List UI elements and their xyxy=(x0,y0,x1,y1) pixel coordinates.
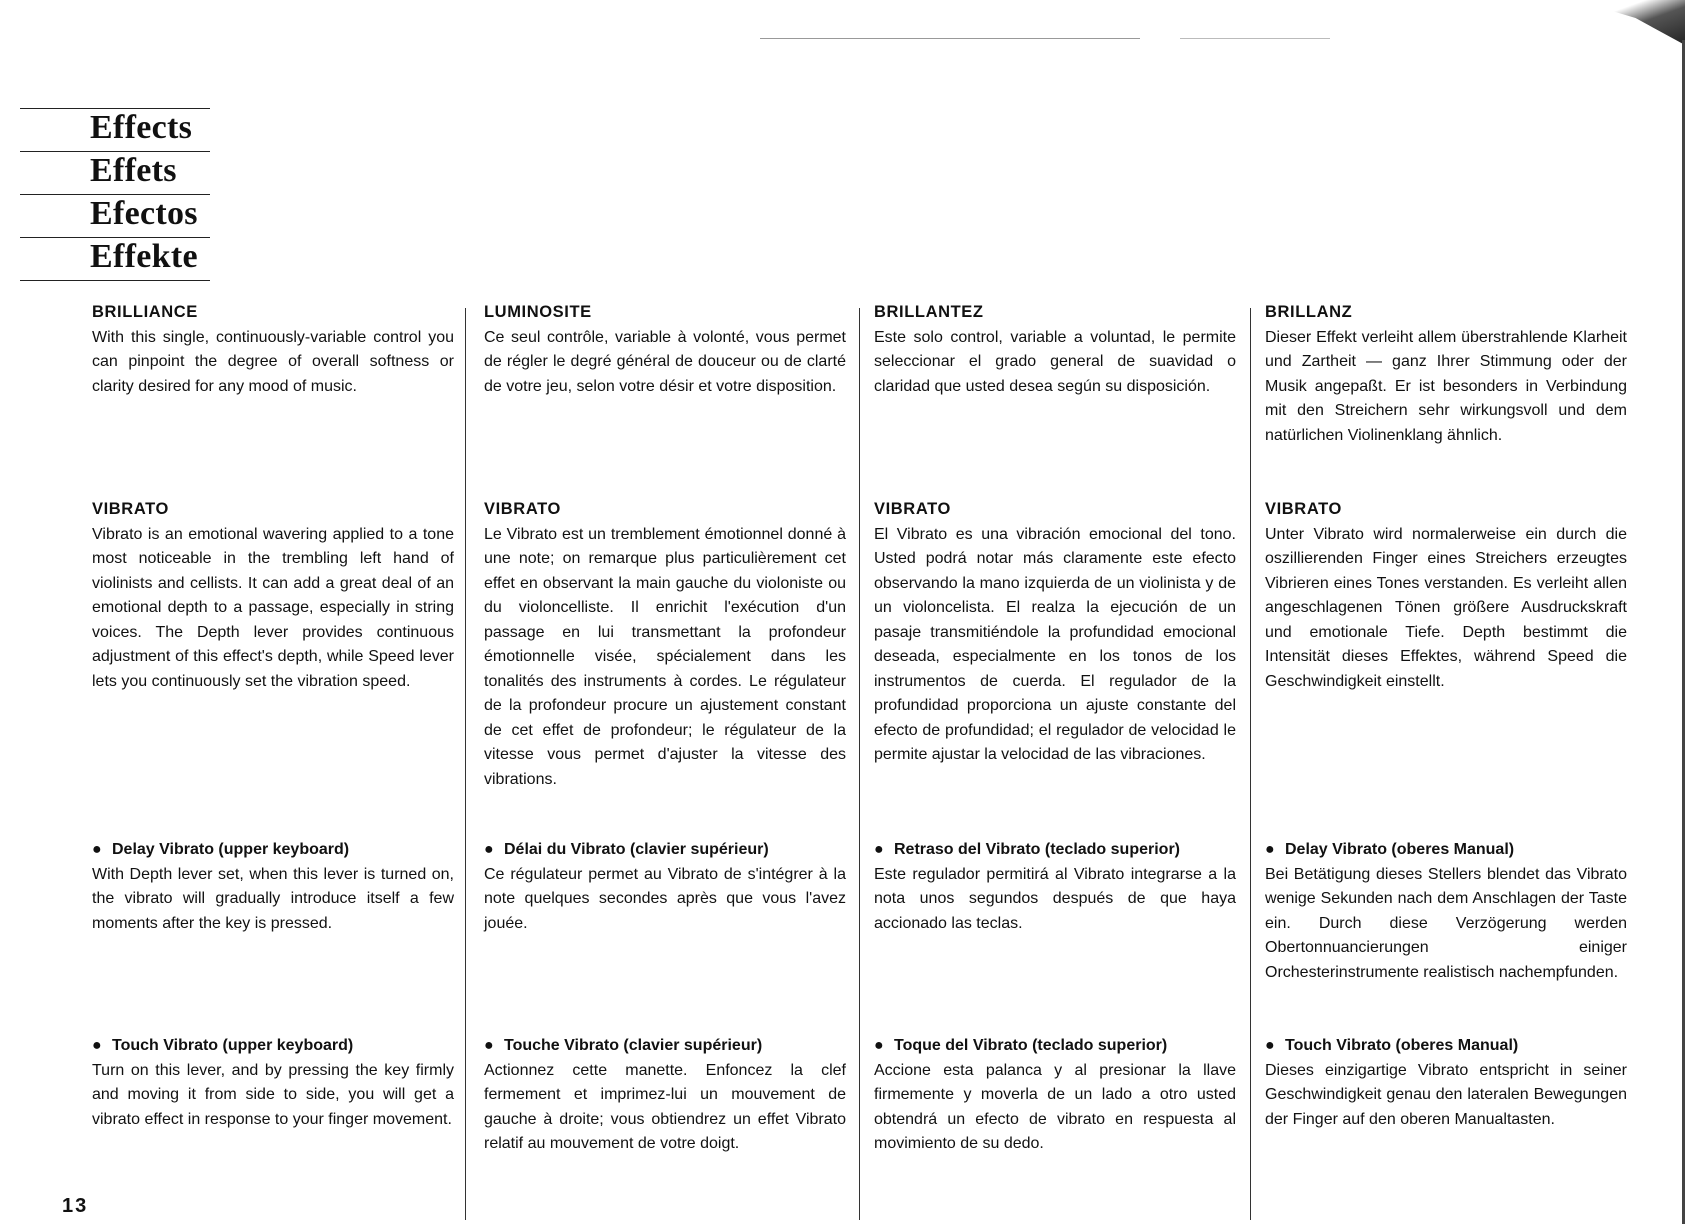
bullet-icon: ● xyxy=(92,1037,102,1054)
section-delay-vibrato xyxy=(92,838,454,936)
section-text: With Depth lever set, when this lever is turned on, the vibrato will gradually introduce itself a few moments after the key is pressed. xyxy=(92,865,454,932)
subsection-heading xyxy=(92,838,454,863)
title-row xyxy=(20,194,210,237)
section-vibrato xyxy=(1265,497,1627,694)
section-text: Actionnez cette manette. Enfoncez la clef fermement et imprimez-lui un mouvement de gauche à droite; vous obtiendrez un effet Vibrato relatif au mouvement de votre doigt. xyxy=(484,1061,846,1152)
column-divider xyxy=(859,308,860,1220)
subsection-heading-text: Touche Vibrato (clavier supérieur) xyxy=(504,1037,763,1054)
section-heading: VIBRATO xyxy=(484,500,561,518)
subsection-heading-text: Délai du Vibrato (clavier supérieur) xyxy=(504,841,769,858)
section-touch-vibrato xyxy=(92,1034,454,1132)
subsection-heading-text: Touch Vibrato (upper keyboard) xyxy=(112,1037,354,1054)
subsection-heading-text: Delay Vibrato (oberes Manual) xyxy=(1285,841,1515,858)
bullet-icon: ● xyxy=(874,841,884,858)
subsection-heading-text: Delay Vibrato (upper keyboard) xyxy=(112,841,350,858)
title-english: Effects xyxy=(90,109,193,146)
section-vibrato xyxy=(874,497,1236,768)
section-vibrato xyxy=(484,497,846,792)
subsection-heading xyxy=(484,838,846,863)
column-divider xyxy=(1250,308,1251,1220)
title-block xyxy=(20,108,210,281)
section-heading: VIBRATO xyxy=(874,500,951,518)
section-touch-vibrato xyxy=(1265,1034,1627,1132)
section-touch-vibrato xyxy=(874,1034,1236,1157)
title-german: Effekte xyxy=(90,238,198,275)
bullet-icon: ● xyxy=(874,1037,884,1054)
bullet-icon: ● xyxy=(1265,1037,1275,1054)
subsection-heading xyxy=(874,838,1236,863)
subsection-heading-text: Retraso del Vibrato (teclado superior) xyxy=(894,841,1180,858)
page-number: 13 xyxy=(62,1195,89,1217)
bullet-icon: ● xyxy=(484,841,494,858)
scan-corner-mark xyxy=(1575,0,1685,45)
section-heading: VIBRATO xyxy=(92,500,169,518)
section-heading: BRILLIANCE xyxy=(92,303,198,321)
title-row xyxy=(20,237,210,281)
subsection-heading xyxy=(1265,838,1627,863)
section-text: Dieses einzigartige Vibrato entspricht in seiner Geschwindigkeit genau den lateralen Bewegungen der Finger auf den oberen Manualtasten. xyxy=(1265,1061,1627,1128)
section-text: Este regulador permitirá al Vibrato integrarse a la nota unos segundos después de que haya accionado las teclas. xyxy=(874,865,1236,932)
section-heading: LUMINOSITE xyxy=(484,303,592,321)
column-divider xyxy=(465,308,466,1220)
bullet-icon: ● xyxy=(92,841,102,858)
section-text: Accione esta palanca y al presionar la llave firmemente y moverla de un lado a otro usted obtendrá un efecto de vibrato en respuesta al movimiento de su dedo. xyxy=(874,1061,1236,1152)
section-text: Ce régulateur permet au Vibrato de s'intégrer à la note quelques secondes après que vous l'avez jouée. xyxy=(484,865,846,932)
section-heading: BRILLANTEZ xyxy=(874,303,984,321)
section-text: Le Vibrato est un tremblement émotionnel donné à une note; on remarque plus particulièrement cet effet en observant la main gauche du violoniste ou du violoncelliste. Il enrichit l'exécution d'un passage en lui transmettant la profondeur émotionnelle visée, spécialement dans les tonalités des instruments à cordes. Le régulateur de la profondeur procure un ajustement constant de cet effet de profondeur; le régulateur de la vitesse vous permet d'ajuster la vitesse des vibrations. xyxy=(484,525,846,788)
title-spanish: Efectos xyxy=(90,195,198,232)
subsection-heading xyxy=(1265,1034,1627,1059)
section-vibrato xyxy=(92,497,454,694)
section-brilliance xyxy=(874,300,1236,399)
section-text: Vibrato is an emotional wavering applied to a tone most noticeable in the trembling left hand of violinists and cellists. It can add a great deal of an emotional depth to a passage, especially in string voices. The Depth lever provides continuous adjustment of this effect's depth, while Speed lever lets you continuously set the vibration speed. xyxy=(92,525,454,690)
scan-line-top-right xyxy=(1180,38,1330,39)
subsection-heading xyxy=(484,1034,846,1059)
title-french: Effets xyxy=(90,152,177,189)
bullet-icon: ● xyxy=(1265,841,1275,858)
title-row xyxy=(20,108,210,151)
section-delay-vibrato xyxy=(484,838,846,936)
section-text: Ce seul contrôle, variable à volonté, vous permet de régler le degré général de douceur ou de clarté de votre jeu, selon votre désir et votre disposition. xyxy=(484,328,846,395)
subsection-heading-text: Touch Vibrato (oberes Manual) xyxy=(1285,1037,1519,1054)
section-text: Este solo control, variable a voluntad, le permite seleccionar el grado general de suavidad o claridad que usted desea según su disposición. xyxy=(874,328,1236,395)
section-text: El Vibrato es una vibración emocional del tono. Usted podrá notar más claramente este efecto observando la mano izquierda de un violinista y de un violoncelista. El realza la ejecución de un pasaje transmitiéndole la profundidad emocional deseada, especialmente en los tonos de los instrumentos de cuerda. El regulador de la profundidad proporciona un ajuste constante del efecto de profundidad; el regulador de velocidad le permite ajustar la velocidad de las vibraciones. xyxy=(874,525,1236,763)
section-brilliance xyxy=(1265,300,1627,448)
section-text: With this single, continuously-variable control you can pinpoint the degree of overall softness or clarity desired for any mood of music. xyxy=(92,328,454,395)
section-delay-vibrato xyxy=(1265,838,1627,985)
section-brilliance xyxy=(92,300,454,399)
section-touch-vibrato xyxy=(484,1034,846,1157)
section-text: Unter Vibrato wird normalerweise ein durch die oszillierenden Finger eines Streichers erzeugtes Vibrieren eines Tones verstanden. Es verleiht allen angeschlagenen Tönen größere Ausdruckskraft und emotionale Tiefe. Depth bestimmt die Intensität dieses Effektes, während Speed die Geschwindigkeit einstellt. xyxy=(1265,525,1627,690)
section-heading: VIBRATO xyxy=(1265,500,1342,518)
section-text: Turn on this lever, and by pressing the key firmly and moving it from side to side, you will get a vibrato effect in response to your finger movement. xyxy=(92,1061,454,1128)
section-delay-vibrato xyxy=(874,838,1236,936)
title-row xyxy=(20,151,210,194)
subsection-heading xyxy=(874,1034,1236,1059)
section-heading: BRILLANZ xyxy=(1265,303,1353,321)
section-brilliance xyxy=(484,300,846,399)
bullet-icon: ● xyxy=(484,1037,494,1054)
section-text: Bei Betätigung dieses Stellers blendet das Vibrato wenige Sekunden nach dem Anschlagen der Taste ein. Durch diese Verzögerung werden Obertonnuancierungen einiger Orchesterinstrumente realistisch nachempfunden. xyxy=(1265,865,1627,981)
scan-line-top xyxy=(760,38,1140,39)
section-text: Dieser Effekt verleiht allem überstrahlende Klarheit und Zartheit — ganz Ihrer Stimmung oder der Musik angepaßt. Er ist besonders in Verbindung mit den Streichern sehr wirkungsvoll und dem natürlichen Violinenklang ähnlich. xyxy=(1265,328,1627,444)
subsection-heading-text: Toque del Vibrato (teclado superior) xyxy=(894,1037,1168,1054)
subsection-heading xyxy=(92,1034,454,1059)
